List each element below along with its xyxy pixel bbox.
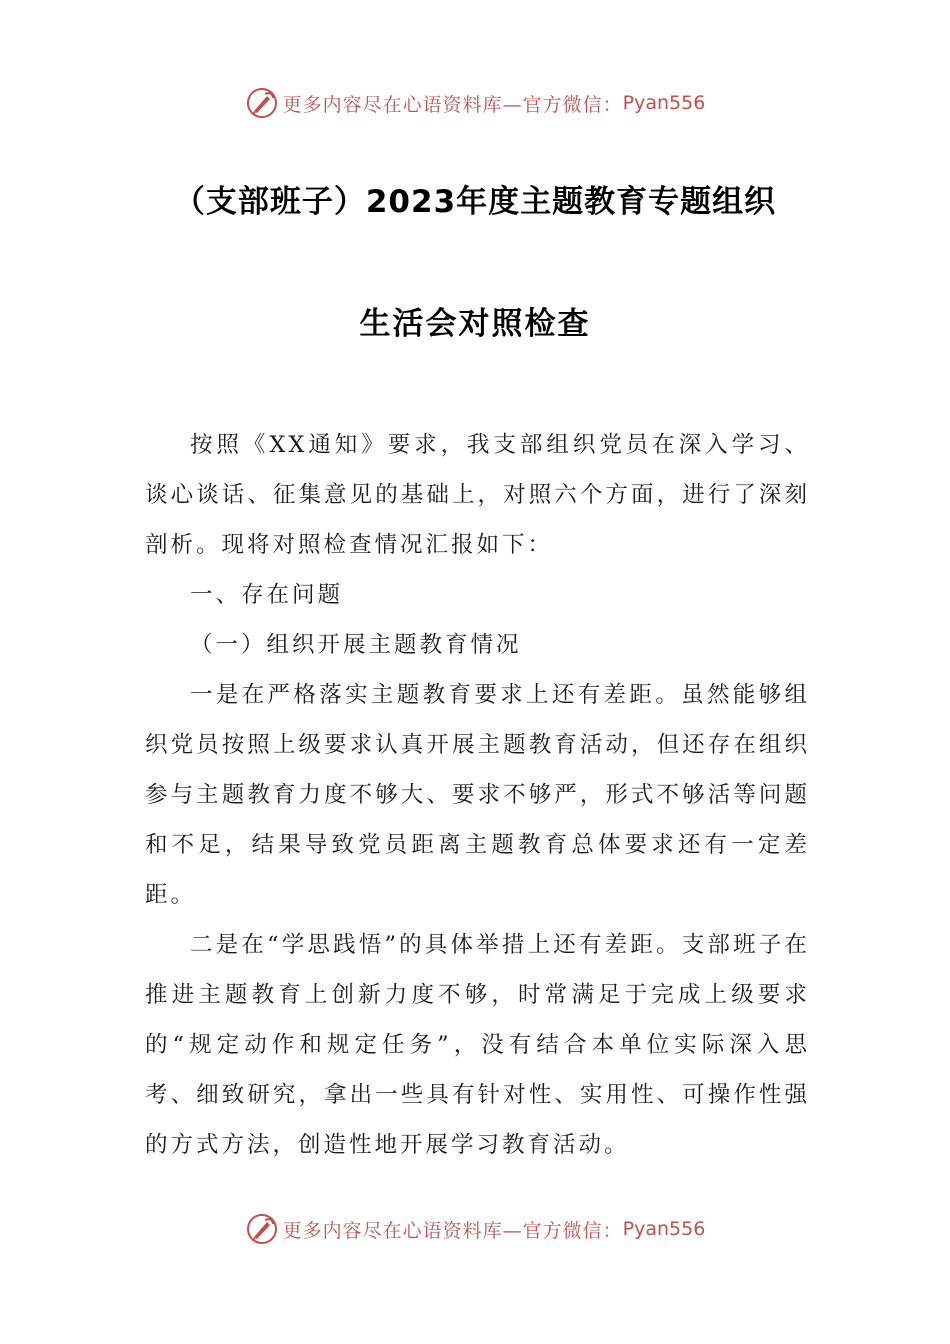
watermark-header <box>0 83 950 123</box>
pen-logo-icon <box>245 1212 279 1246</box>
subsection-heading: （一）组织开展主题教育情况 <box>190 632 522 658</box>
watermark-text: 更多内容尽在心语资料库—官方微信： <box>282 1219 623 1242</box>
intro-paragraph: 按照《XX通知》要求，我支部组织党员在深入学习、谈心谈话、征集意见的基础上，对照六个方面，进行了深刻剖析。现将对照检查情况汇报如下： <box>145 432 810 558</box>
body-paragraph: 二是在“学思践悟”的具体举措上还有差距。支部班子在推进主题教育上创新力度不够，时常满足于完成上级要求的“规定动作和规定任务”，没有结合本单位实际深入思考、细致研究，拿出一些具有针对性、实用性、可操作性强的方式方法，创造性地开展学习教育活动。 <box>145 932 810 1158</box>
watermark-text: 更多内容尽在心语资料库—官方微信： <box>282 93 623 116</box>
document-title-line-1: （支部班子）2023年度主题教育专题组织 <box>173 184 777 220</box>
watermark-wechat-id: Pyan556 <box>622 1218 706 1240</box>
body-paragraph: 一是在严格落实主题教育要求上还有差距。虽然能够组织党员按照上级要求认真开展主题教育活动，但还存在组织参与主题教育力度不够大、要求不够严，形式不够活等问题和不足，结果导致党员距离主题教育总体要求还有一定差距。 <box>145 682 810 908</box>
document-body <box>145 420 810 1170</box>
watermark-footer <box>0 1209 950 1249</box>
section-heading: 一、存在问题 <box>190 582 344 608</box>
pen-logo-icon <box>245 86 279 120</box>
watermark-wechat-id: Pyan556 <box>622 92 706 114</box>
document-title-line-2: 生活会对照检查 <box>359 306 591 342</box>
